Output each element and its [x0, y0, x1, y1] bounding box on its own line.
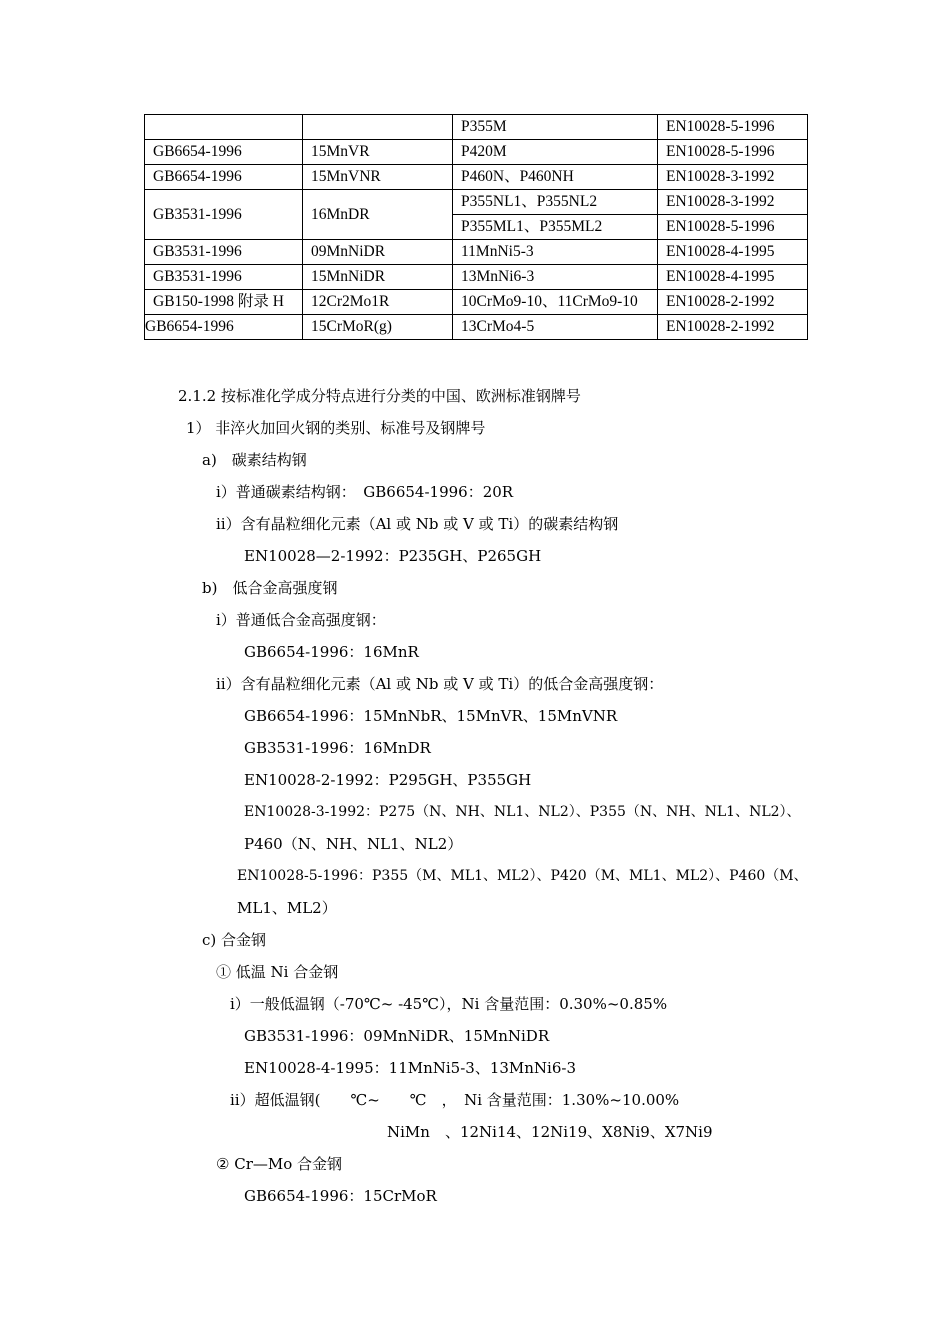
list-item: GB3531-1996：09MnNiDR、15MnNiDR	[244, 1027, 550, 1045]
table-cell: EN10028-3-1992	[658, 165, 808, 190]
list-item: P460（N、NH、NL1、NL2）	[244, 835, 463, 853]
table-cell: GB6654-1996	[145, 165, 303, 190]
table-cell: 15MnNiDR	[303, 265, 453, 290]
list-item: ⅱ）含有晶粒细化元素（Al 或 Nb 或 V 或 Ti）的碳素结构钢	[216, 515, 619, 533]
list-item: ML1、ML2）	[237, 899, 337, 917]
table-cell: P355M	[453, 115, 658, 140]
list-item: GB6654-1996：15MnNbR、15MnVR、15MnVNR	[244, 707, 618, 725]
table-row	[145, 190, 808, 215]
table-cell: 11MnNi5-3	[453, 240, 658, 265]
table-cell	[145, 115, 303, 140]
table-cell: EN10028-3-1992	[658, 190, 808, 215]
table-cell: P460N、P460NH	[453, 165, 658, 190]
list-item: GB3531-1996：16MnDR	[244, 739, 431, 757]
table-row	[145, 315, 808, 340]
table-cell: EN10028-4-1995	[658, 240, 808, 265]
list-item: NiMn 、12Ni14、12Ni19、X8Ni9、X7Ni9	[387, 1123, 713, 1141]
table-cell: 13MnNi6-3	[453, 265, 658, 290]
list-item: GB6654-1996：15CrMoR	[244, 1187, 437, 1205]
list-item: ⅰ）普通碳素结构钢： GB6654-1996：20R	[216, 483, 514, 501]
list-item: ⅱ）含有晶粒细化元素（Al 或 Nb 或 V 或 Ti）的低合金高强度钢：	[216, 675, 664, 693]
table-row	[145, 115, 808, 140]
list-item-heading: ② Cr—Mo 合金钢	[216, 1155, 343, 1173]
table-row	[145, 265, 808, 290]
table-cell: 15CrMoR(g)	[303, 315, 453, 340]
table-cell: EN10028-2-1992	[658, 315, 808, 340]
table-cell: P355NL1、P355NL2	[453, 190, 658, 215]
table-cell: GB3531-1996	[145, 190, 303, 240]
table-row	[145, 290, 808, 315]
table-cell: GB3531-1996	[145, 265, 303, 290]
table-cell: GB6654-1996	[145, 140, 303, 165]
list-item: EN10028—2-1992：P235GH、P265GH	[244, 547, 542, 565]
table-cell: 15MnVNR	[303, 165, 453, 190]
list-item: GB6654-1996：16MnR	[244, 643, 419, 661]
table-cell: 09MnNiDR	[303, 240, 453, 265]
table-cell: EN10028-5-1996	[658, 140, 808, 165]
table-row	[145, 165, 808, 190]
list-item: EN10028-3-1992：P275（N、NH、NL1、NL2）、P355（N、NH、NL1、NL2）、	[244, 804, 801, 820]
table-cell: EN10028-4-1995	[658, 265, 808, 290]
table-cell: 12Cr2Mo1R	[303, 290, 453, 315]
list-item-heading: ① 低温 Ni 合金钢	[216, 963, 339, 981]
list-item: EN10028-4-1995：11MnNi5-3、13MnNi6-3	[244, 1059, 577, 1077]
table-cell: P355ML1、P355ML2	[453, 215, 658, 240]
table-cell: 15MnVR	[303, 140, 453, 165]
table-cell: EN10028-2-1992	[658, 290, 808, 315]
table-cell: GB6654-1996	[145, 315, 303, 340]
table-cell: 10CrMo9-10、11CrMo9-10	[453, 290, 658, 315]
table-cell: P420M	[453, 140, 658, 165]
list-item: EN10028-5-1996：P355（M、ML1、ML2）、P420（M、ML1、ML2）、P460（M、	[237, 868, 808, 884]
table-cell: GB150-1998 附录 H	[145, 290, 303, 315]
table-cell: 16MnDR	[303, 190, 453, 240]
list-item: ⅰ）一般低温钢（-70℃~ -45℃），Ni 含量范围：0.30%~0.85%	[230, 995, 668, 1013]
table-cell: GB3531-1996	[145, 240, 303, 265]
list-item-heading: c) 合金钢	[202, 931, 267, 949]
list-heading: 1） 非淬火加回火钢的类别、标准号及钢牌号	[186, 419, 486, 437]
table-cell: EN10028-5-1996	[658, 215, 808, 240]
table-cell: 13CrMo4-5	[453, 315, 658, 340]
list-item-heading: a) 碳素结构钢	[202, 451, 307, 469]
list-item-heading: b) 低合金高强度钢	[202, 579, 338, 597]
section-heading: 2.1.2 按标准化学成分特点进行分类的中国、欧洲标准钢牌号	[178, 387, 581, 405]
steel-grade-table	[144, 114, 808, 340]
list-item: ⅱ）超低温钢( ℃~ ℃ ， Ni 含量范围：1.30%~10.00%	[230, 1091, 680, 1109]
list-item: EN10028-2-1992：P295GH、P355GH	[244, 771, 532, 789]
table-cell: EN10028-5-1996	[658, 115, 808, 140]
table-cell	[303, 115, 453, 140]
table-row	[145, 240, 808, 265]
table-row	[145, 140, 808, 165]
list-item: ⅰ）普通低合金高强度钢：	[216, 611, 386, 629]
